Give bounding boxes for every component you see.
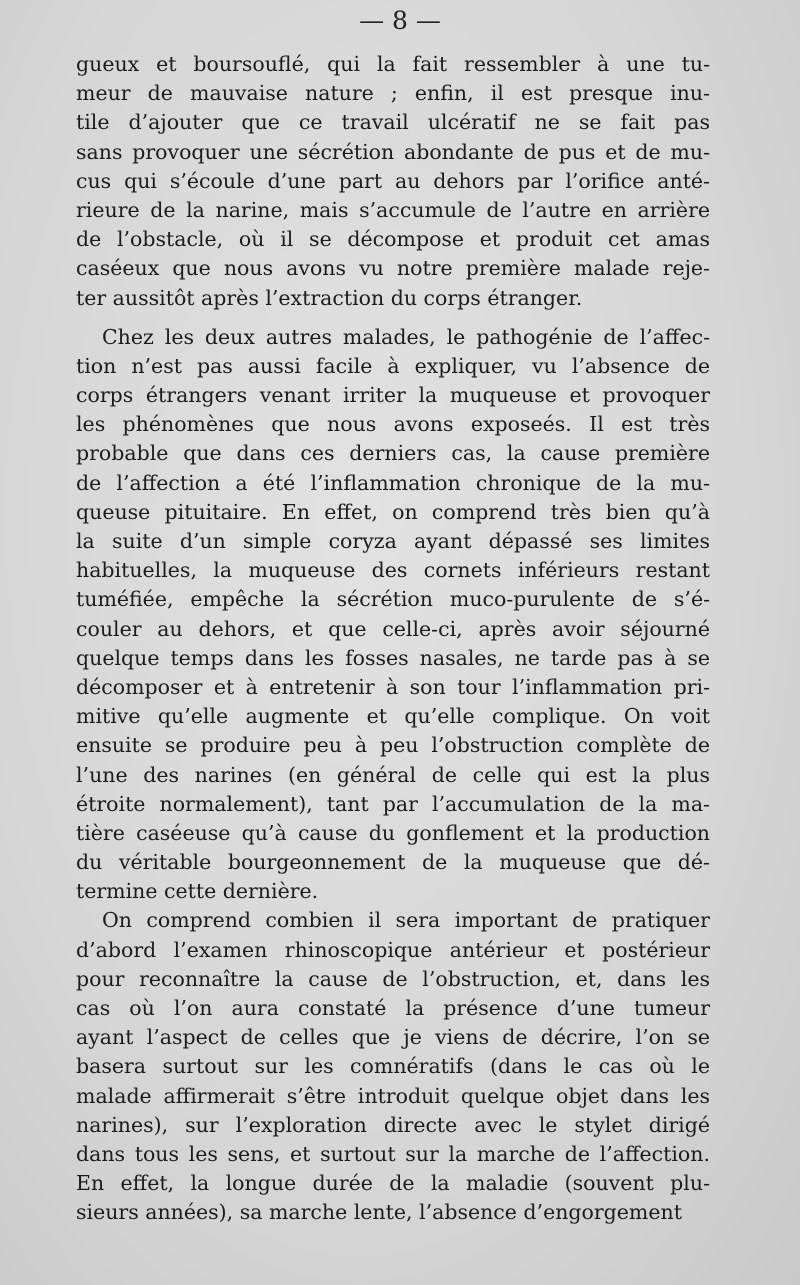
text-line: de l’affection a été l’inflammation chronique de la mu- — [76, 470, 710, 495]
text-line: Chez les deux autres malades, le pathogénie de l’affec- — [102, 324, 710, 349]
text-line: ayant l’aspect de celles que je viens de décrire, l’on se — [76, 1025, 710, 1050]
text-line: meur de mauvaise nature ; enfin, il est presque inu- — [76, 81, 710, 106]
text-line: basera surtout sur les comnératifs (dans le cas où le — [76, 1054, 710, 1079]
text-line: de l’obstacle, où il se décompose et produit cet amas — [76, 227, 710, 252]
text-line: couler au dehors, et que celle-ci, après avoir séjourné — [76, 616, 710, 641]
text-line: mitive qu’elle augmente et qu’elle complique. On voit — [76, 704, 710, 729]
text-line: tion n’est pas aussi facile à expliquer, vu l’absence de — [76, 353, 710, 378]
text-line: décomposer et à entretenir à son tour l’inflammation pri- — [76, 674, 710, 699]
text-line: rieure de la narine, mais s’accumule de l’autre en arrière — [76, 197, 710, 222]
page-number: — 8 — — [359, 6, 441, 35]
text-line: les phénomènes que nous avons exposeés. Il est très — [76, 412, 710, 437]
paragraph — [76, 50, 710, 313]
text-line: quelque temps dans les fosses nasales, ne tarde pas à se — [76, 645, 710, 670]
text-line: termine cette dernière. — [76, 879, 319, 904]
text-line: cas où l’on aura constaté la présence d’une tumeur — [76, 996, 710, 1020]
text-line: pour reconnaître la cause de l’obstruction, et, dans les — [76, 966, 710, 991]
text-line: l’une des narines (en général de celle qui est la plus — [76, 762, 710, 787]
paragraph — [76, 906, 710, 1227]
text-line: gueux et boursouflé, qui la fait ressembler à une tu- — [76, 52, 710, 76]
text-line: habituelles, la muqueuse des cornets inférieurs restant — [76, 558, 710, 583]
text-line: On comprend combien il sera important de pratiquer — [102, 908, 710, 933]
body-text — [76, 50, 710, 1228]
text-line: tile d’ajouter que ce travail ulcératif ne se fait pas — [76, 110, 710, 135]
text-line: ensuite se produire peu à peu l’obstruction complète de — [76, 733, 710, 758]
text-line: étroite normalement), tant par l’accumulation de la ma- — [76, 791, 710, 816]
text-line: du véritable bourgeonnement de la muqueuse que dé- — [76, 850, 710, 875]
text-line: cus qui s’écoule d’une part au dehors par l’orifice anté- — [76, 168, 710, 193]
paragraph — [76, 323, 710, 907]
text-line: tière caséeuse qu’à cause du gonflement et la production — [76, 820, 710, 845]
text-line: probable que dans ces derniers cas, la cause première — [76, 441, 710, 466]
text-line: sans provoquer une sécrétion abondante de pus et de mu- — [76, 139, 710, 164]
text-line: narines), sur l’exploration directe avec le stylet dirigé — [76, 1112, 710, 1137]
paragraph-gap — [76, 313, 710, 323]
text-line: En effet, la longue durée de la maladie (souvent plu- — [76, 1171, 710, 1196]
text-line: queuse pituitaire. En effet, on comprend très bien qu’à — [76, 499, 710, 524]
text-line: la suite d’un simple coryza ayant dépassé ses limites — [76, 529, 710, 553]
text-line: sieurs années), sa marche lente, l’absence d’engorgement — [76, 1200, 682, 1225]
text-line: dans tous les sens, et surtout sur la marche de l’affection. — [76, 1141, 710, 1166]
text-line: tuméfiée, empêche la sécrétion muco-purulente de s’é- — [76, 587, 710, 612]
text-line: d’abord l’examen rhinoscopique antérieur et postérieur — [76, 937, 710, 962]
text-line: corps étrangers venant irriter la muqueuse et provoquer — [76, 383, 710, 408]
text-line: ter aussitôt après l’extraction du corps étranger. — [76, 285, 583, 310]
text-line: malade affirmerait s’être introduit quelque objet dans les — [76, 1083, 710, 1108]
text-line: caséeux que nous avons vu notre première malade reje- — [76, 256, 710, 281]
